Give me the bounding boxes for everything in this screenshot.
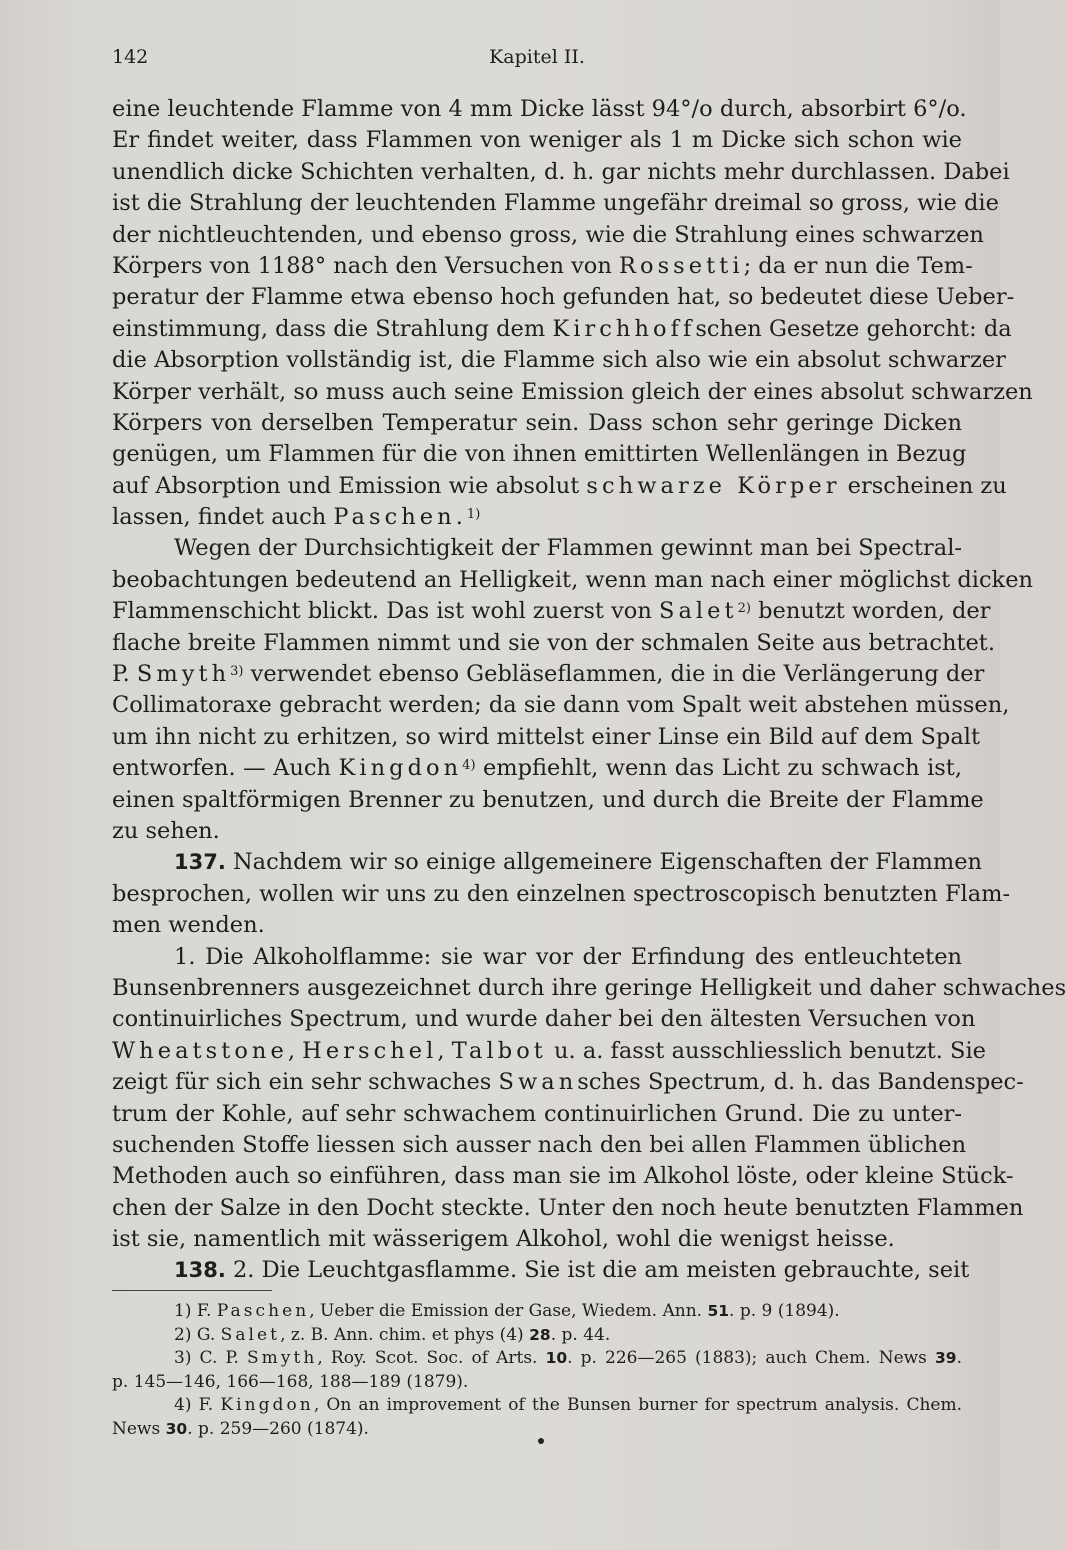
text-line [112, 816, 962, 847]
text-run: men wenden. [112, 912, 265, 939]
print-speck [538, 1438, 544, 1444]
spaced-name: Kingdon [338, 755, 463, 782]
text-run: chen der Salze in den Docht steckte. Unter den noch heute benutzten Flammen [112, 1194, 1024, 1221]
text-line [112, 1193, 1024, 1224]
text-run: , [437, 1037, 452, 1064]
text-run: . p. 9 (1894). [729, 1301, 840, 1321]
text-run: trum der Kohle, auf sehr schwachem continuirlichen Grund. Die zu unter- [112, 1100, 962, 1127]
text-run: peratur der Flamme etwa ebenso hoch gefunden hat, so bedeutet diese Ueber- [112, 284, 1015, 311]
text-line [112, 1130, 967, 1161]
text-line [112, 879, 1011, 910]
text-line [112, 157, 1010, 188]
footnote-rule [112, 1290, 272, 1291]
text-run: zu sehen. [112, 817, 220, 844]
text-run: sches Spectrum, d. h. das Bandenspec- [577, 1069, 1024, 1096]
text-run: einen spaltförmigen Brenner zu benutzen, und durch die Breite der Flamme [112, 786, 984, 813]
footnote-marker: 3) [230, 664, 244, 680]
footnote-marker: 1) [466, 507, 481, 523]
page-header [112, 46, 962, 76]
text-run: Bunsenbrenners ausgezeichnet durch ihre geringe Helligkeit und daher schwaches [112, 974, 1066, 1001]
bold-number: 28 [529, 1325, 551, 1344]
text-line [112, 1255, 970, 1286]
spaced-name: Smyth [136, 661, 231, 688]
footnote-line [112, 1371, 962, 1395]
text-run: Körpers von derselben Temperatur sein. Dass schon sehr geringe Dicken [112, 409, 962, 436]
footnote-line [112, 1347, 962, 1371]
text-run: Nachdem wir so einige allgemeinere Eigenschaften der Flammen [225, 849, 982, 876]
text-run: p. 145—146, 166—168, 188—189 (1879). [112, 1371, 469, 1392]
bold-number: 39 [935, 1349, 957, 1368]
text-run: entworfen. — Auch [112, 755, 339, 782]
text-run: beobachtungen bedeutend an Helligkeit, wenn man nach einer möglichst dicken [112, 566, 1033, 593]
spaced-name: Paschen [216, 1301, 310, 1321]
text-line [112, 439, 967, 470]
text-run: 4) F. [174, 1395, 221, 1416]
footnote-line [112, 1394, 962, 1418]
text-run: lassen, findet auch [112, 504, 334, 531]
text-run: die Absorption vollständig ist, die Flamme sich also wie ein absolut schwarzer [112, 347, 1006, 374]
text-line [112, 377, 1033, 408]
text-line [112, 596, 991, 627]
text-line [112, 973, 1066, 1004]
text-line [112, 785, 984, 816]
text-run: der nichtleuchtenden, und ebenso gross, wie die Strahlung eines schwarzen [112, 221, 984, 248]
text-run: , Ueber die Emission der Gase, Wiedem. Ann. [309, 1301, 708, 1321]
text-run: Wegen der Durchsichtigkeit der Flammen gewinnt man bei Spectral- [174, 535, 962, 562]
text-line [112, 1036, 986, 1067]
text-run: . p. 259—260 (1874). [187, 1418, 369, 1439]
text-run: ist die Strahlung der leuchtenden Flamme ungefähr dreimal so gross, wie die [112, 190, 999, 217]
footnotes [112, 1300, 962, 1442]
footnote-marker: 2) [737, 601, 751, 617]
bold-number: 30 [165, 1419, 188, 1438]
text-run: eine leuchtende Flamme von 4 mm Dicke lässt 94°/o durch, absorbirt 6°/o. [112, 96, 967, 122]
spaced-name: Rossetti [619, 252, 744, 279]
text-run: 3) C. P. [174, 1348, 247, 1369]
spaced-name: Smyth [246, 1348, 318, 1369]
text-run: Collimatoraxe gebracht werden; da sie dann vom Spalt weit abstehen müssen, [112, 692, 1010, 719]
text-run: , z. B. Ann. chim. et phys (4) [280, 1324, 530, 1345]
bold-number: 10 [545, 1349, 568, 1368]
text-line [112, 125, 962, 156]
text-run: schen Gesetze gehorcht: da [695, 315, 1012, 342]
text-line [112, 628, 995, 659]
footnote-line [112, 1418, 962, 1442]
spaced-name: Kingdon [220, 1395, 314, 1416]
text-run: zeigt für sich ein sehr schwaches [112, 1069, 499, 1096]
text-run: ist sie, namentlich mit wässerigem Alkohol, wohl die wenigst heisse. [112, 1226, 895, 1253]
text-run: continuirliches Spectrum, und wurde daher bei den ältesten Versuchen von [112, 1006, 976, 1033]
text-line [112, 502, 962, 533]
body-text [112, 94, 1066, 1287]
text-line [112, 659, 985, 690]
text-run: um ihn nicht zu erhitzen, so wird mittelst einer Linse ein Bild auf dem Spalt [112, 723, 980, 750]
footnote-line [112, 1300, 962, 1324]
text-run: benutzt worden, der [750, 598, 991, 625]
text-line [112, 471, 1007, 502]
text-run: . p. 226—265 (1883); auch Chem. News [567, 1348, 936, 1369]
text-run: genügen, um Flammen für die von ihnen emittirten Wellenlängen in Bezug [112, 441, 967, 468]
text-run: besprochen, wollen wir uns zu den einzelnen spectroscopisch benutzten Flam- [112, 880, 1011, 907]
text-run: Er findet weiter, dass Flammen von weniger als 1 m Dicke sich schon wie [112, 127, 962, 154]
text-line [112, 533, 962, 564]
text-run: u. a. fasst ausschliesslich benutzt. Sie [546, 1037, 986, 1064]
text-line [112, 753, 962, 784]
spaced-name: schwarze Körper [586, 472, 841, 499]
text-line [112, 94, 967, 125]
text-run: 2. Die Leuchtgasflamme. Sie ist die am meisten gebrauchte, seit [225, 1257, 970, 1284]
text-run: News [112, 1418, 166, 1439]
spaced-name: Paschen. [333, 504, 467, 531]
text-run: Körpers von 1188° nach den Versuchen von [112, 252, 619, 279]
text-line [112, 345, 1006, 376]
text-line [112, 910, 962, 941]
text-line [112, 847, 982, 878]
text-run: unendlich dicke Schichten verhalten, d. h. gar nichts mehr durchlassen. Dabei [112, 158, 1010, 185]
text-run: Körper verhält, so muss auch seine Emission gleich der eines absolut schwarzen [112, 378, 1033, 405]
bold-number: 137. [174, 850, 226, 875]
spaced-name: Herschel [302, 1037, 438, 1064]
text-run: , Roy. Scot. Soc. of Arts. [317, 1348, 546, 1369]
spaced-name: Talbot [451, 1037, 547, 1064]
text-run: . p. 44. [550, 1324, 611, 1345]
text-line [112, 1099, 962, 1130]
text-line [112, 942, 962, 973]
footnote-marker: 4) [462, 758, 476, 774]
text-run: 1) F. [174, 1301, 217, 1321]
text-line [112, 565, 1033, 596]
text-run: verwendet ebenso Gebläseflammen, die in die Verlängerung der [243, 661, 985, 688]
spaced-name: Wheatstone [112, 1037, 288, 1064]
text-run: Flammenschicht blickt. Das ist wohl zuerst von [112, 598, 659, 625]
text-line [112, 188, 999, 219]
bold-number: 51 [707, 1302, 730, 1320]
text-run: Methoden auch so einführen, dass man sie im Alkohol löste, oder kleine Stück- [112, 1163, 1014, 1190]
text-run: P. [112, 661, 137, 688]
text-line [112, 690, 1010, 721]
text-line [112, 408, 962, 439]
spaced-name: Kirchhoff [552, 315, 696, 342]
text-line [112, 1224, 962, 1255]
text-run: , On an improvement of the Bunsen burner for spectrum analysis. Chem. [313, 1395, 962, 1416]
text-run: , [287, 1037, 303, 1064]
text-line [112, 282, 1015, 313]
spaced-name: Salet [220, 1324, 281, 1345]
text-run: . [956, 1348, 962, 1369]
text-run: erscheinen zu [840, 472, 1007, 499]
text-run: 1. Die Alkoholflamme: sie war vor der Erfindung des entleuchteten [174, 943, 962, 970]
bold-number: 138. [174, 1258, 226, 1283]
text-run: suchenden Stoffe liessen sich ausser nach den bei allen Flammen üblichen [112, 1131, 967, 1158]
text-line [112, 1067, 1024, 1098]
footnote-line [112, 1324, 962, 1348]
text-line [112, 1161, 1014, 1192]
text-line [112, 722, 980, 753]
running-head: Kapitel II. [489, 46, 585, 68]
text-run: einstimmung, dass die Strahlung dem [112, 315, 553, 342]
text-line [112, 251, 973, 282]
text-run: empfiehlt, wenn das Licht zu schwach ist, [475, 755, 963, 782]
text-run: auf Absorption und Emission wie absolut [112, 472, 587, 499]
text-run: 2) G. [174, 1324, 221, 1345]
text-line [112, 314, 1012, 345]
text-line [112, 1004, 976, 1035]
text-line [112, 220, 984, 251]
page-number: 142 [112, 46, 149, 68]
spaced-name: Salet [659, 598, 738, 625]
spaced-name: Swan [498, 1069, 578, 1096]
text-run: flache breite Flammen nimmt und sie von der schmalen Seite aus betrachtet. [112, 629, 995, 656]
text-run: ; da er nun die Tem- [743, 252, 973, 279]
